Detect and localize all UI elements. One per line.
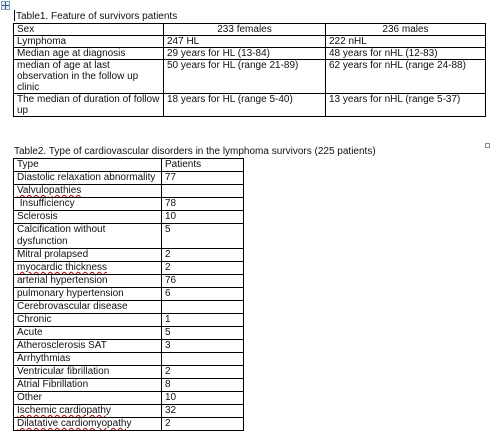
table-cell[interactable]: 48 years for nHL (12-83) (326, 48, 486, 60)
table-cell[interactable]: 76 (162, 275, 244, 288)
table-cell[interactable]: 5 (162, 224, 244, 249)
table-cell[interactable]: 2 (162, 418, 244, 431)
table-row (14, 366, 244, 379)
table-cell[interactable]: pulmonary hypertension (14, 288, 162, 301)
table-cell[interactable]: Insufficiency (14, 198, 162, 211)
table-cell[interactable]: 13 years for nHL (range 5-37) (326, 94, 486, 117)
table-cell[interactable]: Acute (14, 327, 162, 340)
table-cell[interactable]: Sclerosis (14, 211, 162, 224)
table-row (14, 301, 244, 314)
table-row (14, 172, 244, 185)
table-cell[interactable]: 78 (162, 198, 244, 211)
table-row (14, 249, 244, 262)
table-cell[interactable]: 236 males (326, 24, 486, 36)
table-row (14, 24, 486, 36)
table-cell[interactable]: myocardic thickness (14, 262, 162, 275)
table-cell[interactable]: Other (14, 392, 162, 405)
table-cell[interactable]: 62 years for nHL (range 24-88) (326, 60, 486, 94)
table-cell[interactable]: 18 years for HL (range 5-40) (164, 94, 326, 117)
table-cell[interactable]: median of age at last observation in the follow up clinic (14, 60, 164, 94)
table-row (14, 379, 244, 392)
table-cell[interactable]: Atrial Fibrillation (14, 379, 162, 392)
table-resize-handle[interactable] (485, 143, 490, 148)
table-cell[interactable]: 10 (162, 392, 244, 405)
table-cell[interactable]: Valvulopathies (14, 185, 162, 198)
table-cell[interactable] (162, 353, 244, 366)
table-cell[interactable]: Ischemic cardiopathy (14, 405, 162, 418)
table-row (14, 60, 486, 94)
table-cell[interactable]: Calcification without dysfunction (14, 224, 162, 249)
table-cell[interactable]: 10 (162, 211, 244, 224)
table-cell[interactable]: 2 (162, 249, 244, 262)
table-cell[interactable]: 1 (162, 314, 244, 327)
table-cell[interactable]: Arrhythmias (14, 353, 162, 366)
table-cell[interactable]: Mitral prolapsed (14, 249, 162, 262)
table-row (14, 288, 244, 301)
text-cursor (14, 10, 15, 21)
table-row (14, 275, 244, 288)
table-row (14, 185, 244, 198)
table-row (14, 340, 244, 353)
table-cell[interactable]: arterial hypertension (14, 275, 162, 288)
table-cell[interactable]: Sex (14, 24, 164, 36)
table-cell[interactable]: 77 (162, 172, 244, 185)
table-row (14, 262, 244, 275)
table-cell[interactable]: Diastolic relaxation abnormality (14, 172, 162, 185)
survivors-features-table (13, 23, 486, 117)
table-cell[interactable]: 2 (162, 262, 244, 275)
table-cell[interactable]: 233 females (164, 24, 326, 36)
table-cell[interactable]: 50 years for HL (range 21-89) (164, 60, 326, 94)
table-cell[interactable]: 3 (162, 340, 244, 353)
table-cell[interactable]: 222 nHL (326, 36, 486, 48)
table-move-handle-icon[interactable] (1, 1, 10, 10)
table-row (14, 405, 244, 418)
table-cell[interactable]: 8 (162, 379, 244, 392)
table-row (14, 327, 244, 340)
table-cell[interactable]: 247 HL (164, 36, 326, 48)
table-cell[interactable]: 5 (162, 327, 244, 340)
table-row (14, 353, 244, 366)
table-row (14, 36, 486, 48)
table-row (14, 211, 244, 224)
table-cell[interactable]: Dilatative cardiomyopathy (14, 418, 162, 431)
table-row (14, 314, 244, 327)
table2-caption: Table2. Type of cardiovascular disorders in the lymphoma survivors (225 patients) (14, 146, 376, 157)
table-cell[interactable]: Median age at diagnosis (14, 48, 164, 60)
table-cell[interactable]: 29 years for HL (13-84) (164, 48, 326, 60)
table-cell[interactable]: Atherosclerosis SAT (14, 340, 162, 353)
table-row (14, 94, 486, 117)
table-cell[interactable]: 2 (162, 366, 244, 379)
table-row (14, 159, 244, 172)
table-cell[interactable]: Patients (162, 159, 244, 172)
table-cell[interactable]: Lymphoma (14, 36, 164, 48)
table-cell[interactable]: Type (14, 159, 162, 172)
table-cell[interactable]: Cerebrovascular disease (14, 301, 162, 314)
table-row (14, 418, 244, 431)
table-cell[interactable]: Ventricular fibrillation (14, 366, 162, 379)
table1-caption: Table1. Feature of survivors patients (16, 11, 178, 22)
table-cell[interactable]: Chronic (14, 314, 162, 327)
table-cell[interactable]: 6 (162, 288, 244, 301)
table-row (14, 392, 244, 405)
table-cell[interactable]: The median of duration of follow up (14, 94, 164, 117)
table-cell[interactable] (162, 185, 244, 198)
table-row (14, 198, 244, 211)
table-cell[interactable]: 32 (162, 405, 244, 418)
table-row (14, 48, 486, 60)
table-row (14, 224, 244, 249)
table-cell[interactable] (162, 301, 244, 314)
cardiovascular-disorders-table (13, 158, 244, 431)
